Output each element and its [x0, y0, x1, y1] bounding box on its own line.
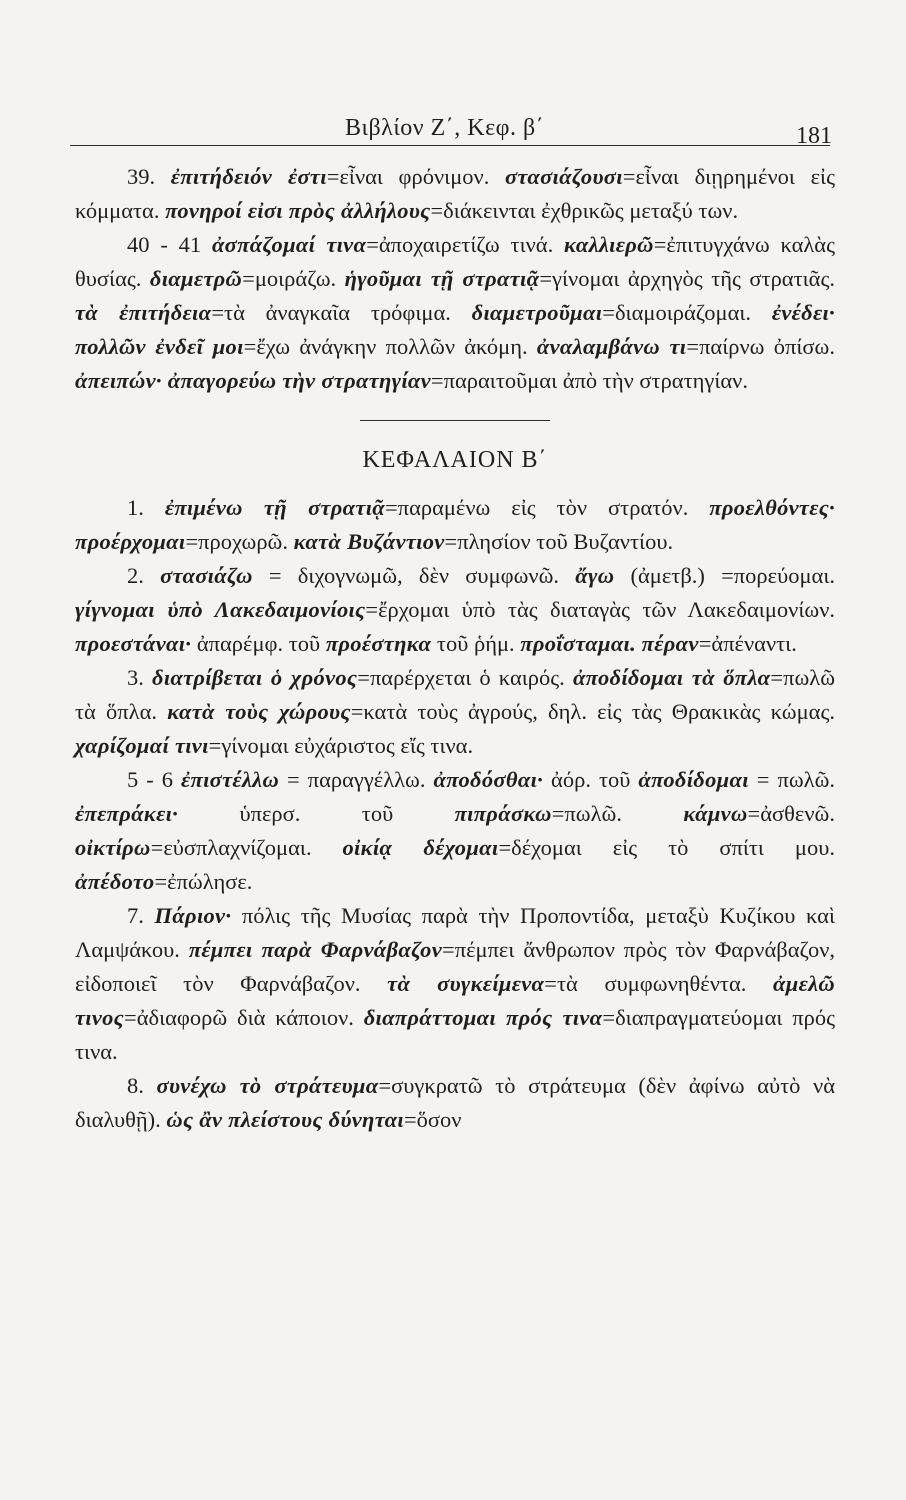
headword: ἀσπάζομαί τινα	[211, 232, 367, 257]
headword: ἀναλαμβάνω τι	[536, 334, 687, 359]
headword: προέστηκα	[325, 631, 432, 656]
headword: ἄγω	[575, 563, 615, 588]
headword: ἐπιμένω τῇ στρατιᾷ	[164, 495, 386, 520]
gloss-text: ἀπαρέμφ. τοῦ	[191, 631, 326, 656]
gloss-text: =μοιράζω.	[242, 266, 345, 291]
gloss-text: = παραγγέλλω.	[279, 767, 434, 792]
gloss-text: =ἀποχαιρετίζω τινά.	[366, 232, 565, 257]
headword: οἰκτίρω	[75, 835, 151, 860]
gloss-text: =εὐσπλαχνίζομαι.	[150, 835, 343, 860]
gloss-text: =ἀσθενῶ.	[747, 801, 835, 826]
gloss-text: 39.	[127, 164, 171, 189]
gloss-text: =παραιτοῦμαι ἀπὸ τὴν στρατηγίαν.	[430, 368, 748, 393]
headword: πονηροί εἰσι πρὸς ἀλλήλους	[165, 198, 431, 223]
headword: συνέχω τὸ στράτευμα	[156, 1073, 379, 1098]
headword: διαπράττομαι πρός τινα	[363, 1005, 603, 1030]
gloss-text: =ἔχω ἀνάγκην πολλῶν ἀκόμη.	[243, 334, 537, 359]
gloss-text: =πλησίον τοῦ Βυζαντίου.	[444, 529, 674, 554]
gloss-text: =πωλῶ.	[551, 801, 684, 826]
gloss-text: 7.	[127, 903, 155, 928]
headword: κατὰ τοὺς χώρους	[167, 699, 351, 724]
headword: ἐνέδει· πολλῶν ἐνδεῖ μοι	[75, 300, 835, 359]
gloss-text: =πέμπει ἄνθρωπον πρὸς τὸν Φαρνάβαζον, εἰδοποιεῖ τὸν Φαρνάβαζον.	[75, 937, 836, 996]
headword: διατρίβεται ὁ χρόνος	[152, 665, 358, 690]
note-paragraph-p7	[75, 899, 835, 1069]
headword: στασιάζουσι	[504, 164, 623, 189]
page-body	[75, 160, 835, 1137]
gloss-text: =παραμένω εἰς τὸν στρατόν.	[385, 495, 710, 520]
headword: πέμπει παρὰ Φαρνάβαζον	[188, 937, 443, 962]
headword: ἀποδόσθαι·	[433, 767, 544, 792]
headword: οἰκίᾳ δέχομαι	[342, 835, 499, 860]
headword: προεστάναι·	[75, 631, 192, 656]
gloss-text: =εἶναι διῃρημένοι εἰς κόμματα.	[75, 164, 835, 223]
headword: διαμετροῦμαι	[471, 300, 603, 325]
gloss-text: 5 - 6	[127, 767, 181, 792]
headword: τὰ συγκείμενα	[387, 971, 545, 996]
headword: ἀμελῶ τινος	[75, 971, 835, 1030]
gloss-text: =ἐπιτυγχάνω καλὰς θυσίας.	[75, 232, 835, 291]
note-paragraph-p5	[75, 763, 835, 899]
gloss-text: ἀόρ. τοῦ	[543, 767, 639, 792]
gloss-text: πόλις τῆς Μυσίας παρὰ τὴν Προποντίδα, μεταξὺ Κυζίκου καὶ Λαμψάκου.	[75, 903, 835, 962]
headword: ἀπέδοτο	[75, 869, 155, 894]
headword: ἡγοῦμαι τῇ στρατιᾷ	[344, 266, 540, 291]
gloss-text: =εἶναι φρόνιμον.	[326, 164, 505, 189]
headword: χαρίζομαί τινι	[75, 733, 209, 758]
gloss-text: =γίνομαι ἀρχηγὸς τῆς στρατιᾶς.	[539, 266, 836, 291]
gloss-text: = διχογνωμῶ, δὲν συμφωνῶ.	[252, 563, 576, 588]
headword: διαμετρῶ	[149, 266, 243, 291]
gloss-text: =πωλῶ τὰ ὅπλα.	[75, 665, 835, 724]
gloss-text: =ὅσον	[403, 1107, 462, 1132]
headword: προΐσταμαι.	[520, 631, 637, 656]
running-title: Βιβλίον Ζ΄, Κεφ. β΄	[345, 115, 545, 141]
gloss-text: =ἔρχομαι ὑπὸ τὰς διαταγὰς τῶν Λακεδαιμονίων.	[365, 597, 835, 622]
headword: ἀποδίδομαι τὰ ὅπλα	[572, 665, 771, 690]
headword: καλλιερῶ	[564, 232, 654, 257]
headword: πιπράσκω	[454, 801, 552, 826]
note-paragraph-p3	[75, 661, 835, 763]
headword: τὰ ἐπιτήδεια	[75, 300, 212, 325]
gloss-text: 8.	[127, 1073, 157, 1098]
headword: γίγνομαι ὑπὸ Λακεδαιμονίοις	[75, 597, 366, 622]
gloss-text: =τὰ συμφωνηθέντα.	[544, 971, 774, 996]
gloss-text: =διαπραγματεύομαι πρός τινα.	[75, 1005, 836, 1064]
page-header	[70, 105, 832, 149]
gloss-text: =δέχομαι εἰς τὸ σπίτι μου.	[498, 835, 835, 860]
gloss-text: =ἀπέναντι.	[698, 631, 797, 656]
chapter-title: ΚΕΦΑΛΑΙΟΝ Β΄	[362, 447, 548, 473]
gloss-text: =διαμοιράζομαι.	[602, 300, 772, 325]
gloss-text: τοῦ ῥήμ.	[431, 631, 521, 656]
note-paragraph-p1	[75, 491, 835, 559]
headword: ἀπειπών· ἀπαγορεύω τὴν στρατηγίαν	[75, 368, 431, 393]
gloss-text: = πωλῶ.	[748, 767, 836, 792]
gloss-text: 2.	[127, 563, 161, 588]
notes-section-chapter-b	[75, 491, 835, 1137]
gloss-text: =κατὰ τοὺς ἀγρούς, δηλ. εἰς τὰς Θρακικὰς κώμας.	[350, 699, 835, 724]
gloss-text: =ἐπώλησε.	[154, 869, 253, 894]
note-paragraph-p39	[75, 160, 835, 228]
note-paragraph-p2	[75, 559, 835, 661]
headword: ἀποδίδομαι	[638, 767, 749, 792]
page-number: 181	[796, 123, 832, 149]
notes-section-prev-chapter	[75, 160, 835, 398]
gloss-text: =παρέρχεται ὁ καιρός.	[357, 665, 573, 690]
headword: ὡς ἂν πλείστους δύνηται	[166, 1107, 404, 1132]
headword: στασιάζω	[160, 563, 253, 588]
headword: ἐπιστέλλω	[180, 767, 280, 792]
gloss-text: =παίρνω ὀπίσω.	[686, 334, 835, 359]
note-paragraph-p8	[75, 1069, 835, 1137]
gloss-text: =ἀδιαφορῶ διὰ κάποιον.	[124, 1005, 364, 1030]
headword: πέραν	[641, 631, 699, 656]
headword: ἐπεπράκει·	[75, 801, 179, 826]
gloss-text: (ἀμετβ.) =πορεύομαι.	[614, 563, 836, 588]
headword: Πάριον·	[154, 903, 232, 928]
headword: ἐπιτήδειόν ἐστι	[170, 164, 327, 189]
gloss-text: =διάκεινται ἐχθρικῶς μεταξύ των.	[430, 198, 739, 223]
headword: κατὰ Βυζάντιον	[293, 529, 445, 554]
gloss-text: =γίνομαι εὐχάριστος εἴς τινα.	[208, 733, 474, 758]
section-divider	[360, 420, 550, 421]
gloss-text: 3.	[127, 665, 152, 690]
gloss-text: 40 - 41	[127, 232, 212, 257]
note-paragraph-p40	[75, 228, 835, 398]
gloss-text: =συγκρατῶ τὸ στράτευμα (δὲν ἀφίνω αὐτὸ νὰ διαλυθῇ).	[75, 1073, 836, 1132]
gloss-text: 1.	[127, 495, 165, 520]
gloss-text: =τὰ ἀναγκαῖα τρόφιμα.	[211, 300, 472, 325]
headword: προελθόντες· προέρχομαι	[75, 495, 835, 554]
headword: κάμνω	[683, 801, 748, 826]
gloss-text: =προχωρῶ.	[185, 529, 294, 554]
gloss-text: ὑπερσ. τοῦ	[178, 801, 455, 826]
